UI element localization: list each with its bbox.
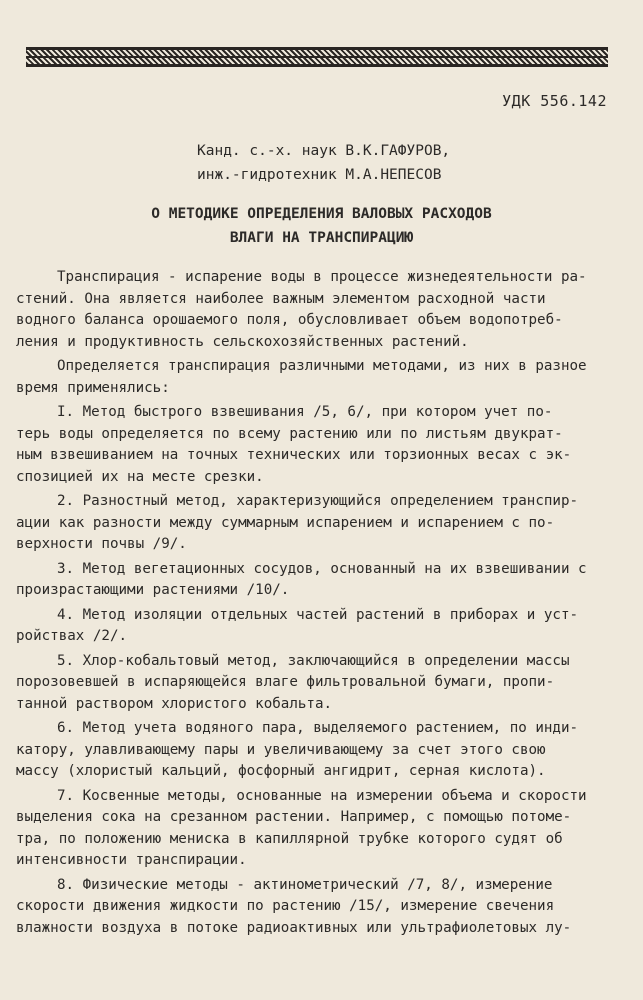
paragraph <box>16 605 607 648</box>
paragraph <box>16 402 607 488</box>
udk-code: УДК 556.142 <box>502 92 607 110</box>
text-line: интенсивности транспирации. <box>16 852 247 868</box>
text-line: влажности воздуха в потоке радиоактивных или ультрафиолетовых лу- <box>16 919 572 936</box>
paragraph <box>16 718 607 783</box>
paragraph <box>16 356 607 399</box>
paragraph <box>16 651 607 716</box>
text-line: порозовевшей в испаряющейся влаге фильтровальной бумаги, пропи- <box>16 674 555 690</box>
text-line: 5. Хлор-кобальтовый метод, заключающийся в определении массы <box>57 652 570 669</box>
title-line: О МЕТОДИКЕ ОПРЕДЕЛЕНИЯ ВАЛОВЫХ РАСХОДОВ <box>151 206 492 222</box>
text-line: I. Метод быстрого взвешивания /5, 6/, при котором учет по- <box>57 404 553 420</box>
text-line: терь воды определяется по всему растению или по листьям двукрат- <box>16 425 563 442</box>
text-line: 7. Косвенные методы, основанные на измерении объема и скорости <box>57 787 587 804</box>
paragraph <box>16 875 607 940</box>
text-line: время применялись: <box>16 379 170 396</box>
text-line: верхности почвы /9/. <box>16 536 187 552</box>
text-line: выделения сока на срезанном растении. Например, с помощью потоме- <box>16 809 572 825</box>
text-line: ации как разности между суммарным испарением и испарением с по- <box>16 514 555 531</box>
text-line: Транспирация - испарение воды в процессе жизнедеятельности ра- <box>57 269 587 285</box>
paragraph <box>16 491 607 556</box>
paragraph <box>16 559 607 602</box>
text-line: произрастающими растениями /10/. <box>16 582 290 598</box>
text-line: 8. Физические методы - актинометрический /7, 8/, измерение <box>57 876 553 893</box>
title-line: ВЛАГИ НА ТРАНСПИРАЦИЮ <box>229 230 414 246</box>
author-line: Канд. с.-х. наук В.К.ГАФУРОВ, <box>197 143 451 159</box>
text-line: 3. Метод вегетационных сосудов, основанный на их взвешивании с <box>57 560 587 577</box>
text-line: 4. Метод изоляции отдельных частей растений в приборах и уст- <box>57 606 579 623</box>
article-title <box>0 202 643 250</box>
text-line: 2. Разностный метод, характеризующийся определением транспир- <box>57 493 579 509</box>
text-line: тра, по положению мениска в капиллярной трубке которого судят об <box>16 830 563 847</box>
text-line: ройствах /2/. <box>16 628 128 644</box>
article-body <box>16 267 607 942</box>
author-line: инж.-гидротехник М.А.НЕПЕСОВ <box>197 167 442 183</box>
text-line: танной раствором хлористого кобальта. <box>16 695 333 712</box>
text-line: ным взвешиванием на точных технических или торзионных весах с эк- <box>16 447 572 463</box>
text-line: катору, улавливающему пары и увеличивающему за счет этого свою <box>16 741 546 758</box>
text-line: спозицией их на месте срезки. <box>16 468 264 485</box>
text-line: 6. Метод учета водяного пара, выделяемого растением, по инди- <box>57 720 579 736</box>
authors-block <box>197 139 450 187</box>
text-line: Определяется транспирация различными методами, из них в разное <box>57 358 587 374</box>
text-line: стений. Она является наиболее важным элементом расходной части <box>16 290 546 307</box>
paragraph <box>16 267 607 353</box>
text-line: ления и продуктивность сельскохозяйственных растений. <box>16 333 469 350</box>
text-line: скорости движения жидкости по растению /15/, измерение свечения <box>16 898 555 914</box>
decorative-border <box>26 47 608 67</box>
text-line: водного баланса орошаемого поля, обусловливает объем водопотреб- <box>16 312 563 328</box>
text-line: массу (хлористый кальций, фосфорный ангидрит, серная кислота). <box>16 763 546 779</box>
paragraph <box>16 786 607 872</box>
